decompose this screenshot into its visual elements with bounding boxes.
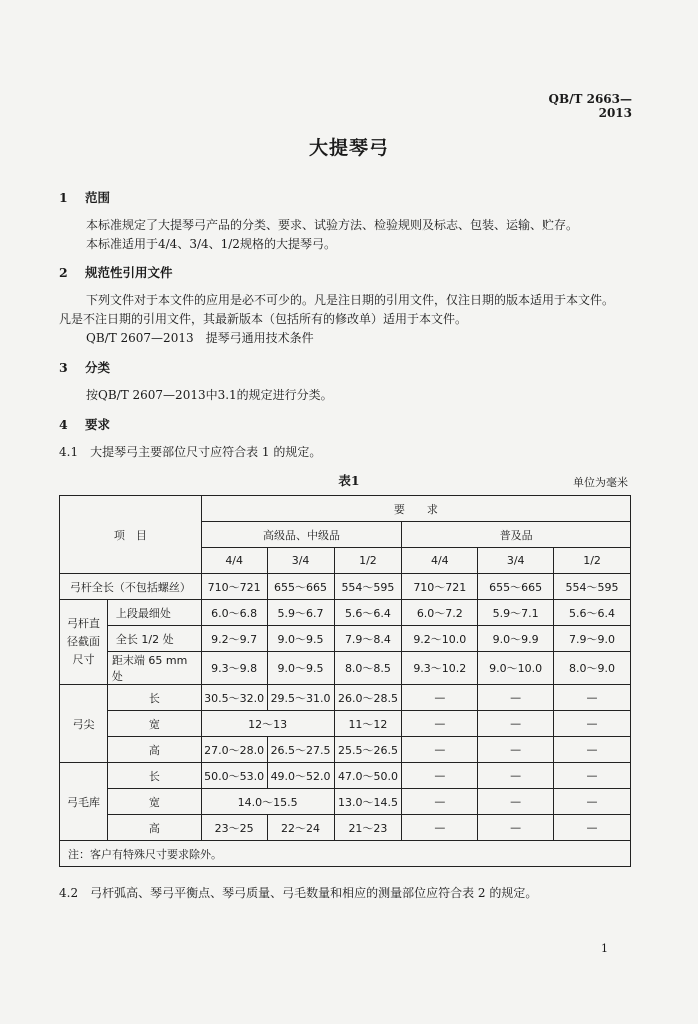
- row-label: 宽: [107, 711, 201, 737]
- table-row: [60, 600, 631, 626]
- table-cell: —: [402, 737, 478, 763]
- header-requirement: 要 求: [201, 496, 630, 522]
- table-cell: 30.5～32.0: [201, 685, 267, 711]
- header-size: 4/4: [402, 548, 478, 574]
- row-label: 宽: [107, 789, 201, 815]
- table-cell: —: [478, 789, 554, 815]
- table-cell: —: [402, 789, 478, 815]
- table-cell: 27.0～28.0: [201, 737, 267, 763]
- table-cell: 14.0～15.5: [201, 789, 334, 815]
- section-3-para-1: 按QB/T 2607—2013中3.1的规定进行分类。: [86, 388, 333, 402]
- table-caption: 表1: [338, 473, 360, 488]
- table-row: [60, 763, 631, 789]
- standard-number: QB/T 2663—2013: [548, 92, 632, 120]
- table-cell: 8.0～8.5: [334, 652, 402, 685]
- section-title: 分类: [85, 360, 111, 375]
- row-label: 高: [107, 815, 201, 841]
- table-row: [60, 711, 631, 737]
- table-cell: 6.0～6.8: [201, 600, 267, 626]
- header-size: 3/4: [478, 548, 554, 574]
- section-2-heading: [59, 263, 173, 281]
- section-number: 4: [59, 417, 68, 432]
- table-cell: —: [402, 711, 478, 737]
- table-cell: 7.9～9.0: [554, 626, 631, 652]
- clause-4-2: 4.2 弓杆弧高、琴弓平衡点、琴弓质量、弓毛数量和相应的测量部位应符合表 2 的规定。: [59, 886, 538, 900]
- table-cell: 23～25: [201, 815, 267, 841]
- table-cell: 50.0～53.0: [201, 763, 267, 789]
- section-1-para-1: 本标准规定了大提琴弓产品的分类、要求、试验方法、检验规则及标志、包装、运输、贮存。: [86, 218, 579, 232]
- section-title: 规范性引用文件: [85, 265, 173, 280]
- row-group-label: 弓杆直径截面尺寸: [60, 600, 108, 685]
- section-title: 要求: [85, 417, 111, 432]
- table-row: [60, 685, 631, 711]
- table-cell: —: [402, 763, 478, 789]
- table-cell: 26.5～27.5: [267, 737, 334, 763]
- table-cell: —: [402, 815, 478, 841]
- section-3-heading: [59, 358, 110, 376]
- table-cell: 29.5～31.0: [267, 685, 334, 711]
- table-cell: 5.6～6.4: [334, 600, 402, 626]
- table-cell: 655～665: [478, 574, 554, 600]
- row-label: 长: [107, 685, 201, 711]
- table-cell: 8.0～9.0: [554, 652, 631, 685]
- document-title: 大提琴弓: [308, 137, 389, 159]
- table-cell: —: [554, 763, 631, 789]
- table-cell: 9.2～9.7: [201, 626, 267, 652]
- header-size: 3/4: [267, 548, 334, 574]
- table-note: 注：客户有特殊尺寸要求除外。: [60, 841, 631, 867]
- header-item: 项 目: [60, 496, 202, 574]
- table-cell: 710～721: [201, 574, 267, 600]
- header-size: 4/4: [201, 548, 267, 574]
- table-cell: 9.2～10.0: [402, 626, 478, 652]
- table-cell: 26.0～28.5: [334, 685, 402, 711]
- section-2-reference: QB/T 2607—2013 提琴弓通用技术条件: [86, 331, 314, 345]
- table-cell: 9.0～10.0: [478, 652, 554, 685]
- table-cell: —: [554, 789, 631, 815]
- table-cell: 9.0～9.5: [267, 626, 334, 652]
- table-cell: 47.0～50.0: [334, 763, 402, 789]
- table-cell: 49.0～52.0: [267, 763, 334, 789]
- header-size: 1/2: [334, 548, 402, 574]
- clause-4-1: 4.1 大提琴弓主要部位尺寸应符合表 1 的规定。: [59, 445, 322, 459]
- table-cell: 9.0～9.5: [267, 652, 334, 685]
- table-cell: —: [554, 685, 631, 711]
- row-label: 上段最细处: [107, 600, 201, 626]
- table-cell: 710～721: [402, 574, 478, 600]
- table-cell: 12～13: [201, 711, 334, 737]
- table-row: [60, 626, 631, 652]
- table-cell: 7.9～8.4: [334, 626, 402, 652]
- page-number: 1: [601, 942, 608, 955]
- row-label: 距末端 65 mm 处: [107, 652, 201, 685]
- table-cell: —: [554, 815, 631, 841]
- table-row: [60, 574, 631, 600]
- table-cell: 22～24: [267, 815, 334, 841]
- table-cell: 25.5～26.5: [334, 737, 402, 763]
- table-cell: —: [402, 685, 478, 711]
- section-number: 1: [59, 190, 68, 205]
- table-note-row: [60, 841, 631, 867]
- table-cell: —: [478, 685, 554, 711]
- row-label: 全长 1/2 处: [107, 626, 201, 652]
- row-label: 弓杆全长（不包括螺丝）: [60, 574, 202, 600]
- table-cell: 655～665: [267, 574, 334, 600]
- row-group-label: 弓尖: [60, 685, 108, 763]
- table-cell: 9.0～9.9: [478, 626, 554, 652]
- row-label: 长: [107, 763, 201, 789]
- table-cell: —: [478, 737, 554, 763]
- section-number: 3: [59, 360, 68, 375]
- table-cell: 5.9～6.7: [267, 600, 334, 626]
- section-2-para-1: 下列文件对于本文件的应用是必不可少的。凡是注日期的引用文件，仅注日期的版本适用于本文件。: [86, 293, 615, 307]
- table-cell: —: [478, 711, 554, 737]
- header-size: 1/2: [554, 548, 631, 574]
- table-header-row: [60, 496, 631, 522]
- section-1-para-2: 本标准适用于4/4、3/4、1/2规格的大提琴弓。: [86, 237, 336, 251]
- table-cell: 6.0～7.2: [402, 600, 478, 626]
- table-cell: 9.3～9.8: [201, 652, 267, 685]
- section-1-heading: [59, 188, 110, 206]
- table-row: [60, 789, 631, 815]
- dimension-table: [59, 495, 631, 867]
- header-grade-standard: 普及品: [402, 522, 631, 548]
- row-label: 高: [107, 737, 201, 763]
- table-cell: 554～595: [554, 574, 631, 600]
- table-cell: —: [478, 815, 554, 841]
- section-number: 2: [59, 265, 68, 280]
- table-cell: 554～595: [334, 574, 402, 600]
- table-row: [60, 652, 631, 685]
- table-cell: 5.9～7.1: [478, 600, 554, 626]
- table-cell: 11～12: [334, 711, 402, 737]
- section-2-para-2: 凡是不注日期的引用文件，其最新版本（包括所有的修改单）适用于本文件。: [59, 312, 468, 326]
- table-row: [60, 815, 631, 841]
- row-group-label: 弓毛库: [60, 763, 108, 841]
- table-cell: 5.6～6.4: [554, 600, 631, 626]
- table-row: [60, 737, 631, 763]
- table-cell: 13.0～14.5: [334, 789, 402, 815]
- table-cell: 9.3～10.2: [402, 652, 478, 685]
- table-unit: 单位为毫米: [573, 476, 628, 489]
- table-cell: —: [554, 711, 631, 737]
- table-cell: 21～23: [334, 815, 402, 841]
- section-title: 范围: [85, 190, 111, 205]
- table-cell: —: [478, 763, 554, 789]
- section-4-heading: [59, 415, 110, 433]
- table-cell: —: [554, 737, 631, 763]
- header-grade-high: 高级品、中级品: [201, 522, 402, 548]
